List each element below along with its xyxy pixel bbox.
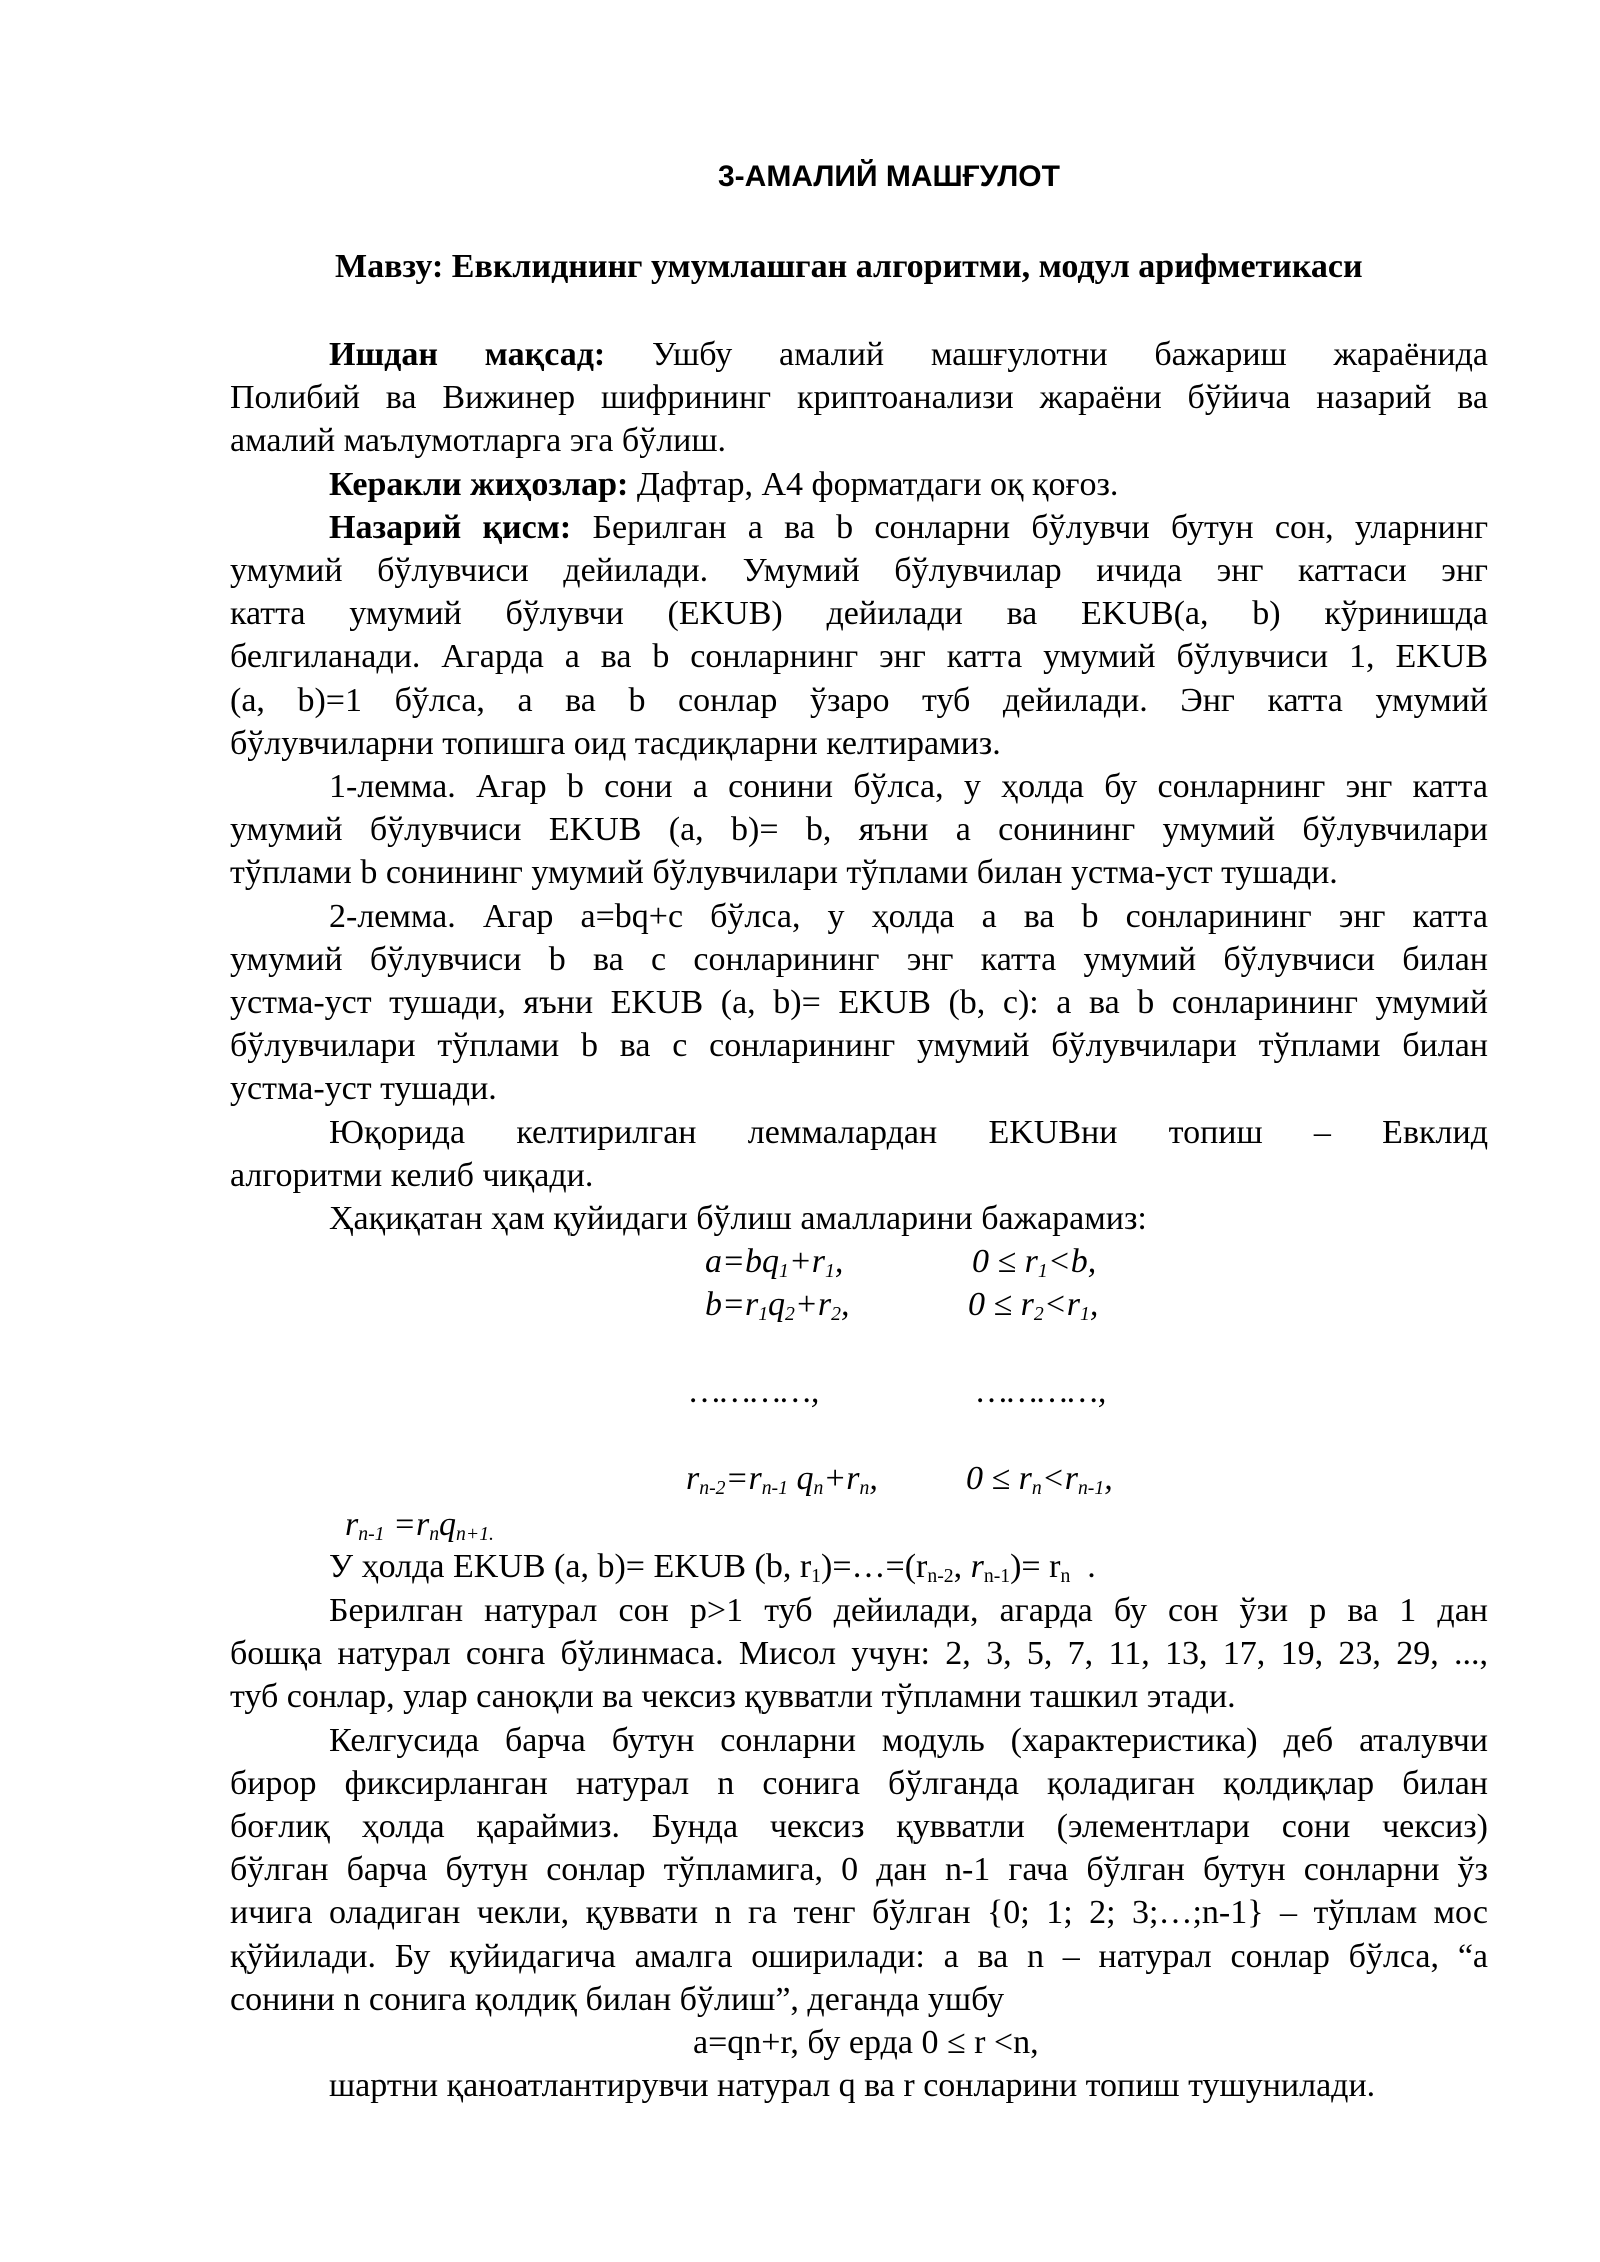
lemma1-line-3: тўплами b сонининг умумий бўлувчилари тўплами билан устма-уст тушади. bbox=[230, 854, 1338, 891]
euclid-line-1: Юқорида келтирилган леммалардан EKUBни топиш – Евклид bbox=[329, 1114, 1488, 1151]
theory-line-5: (a, b)=1 бўлса, a ва b сонлар ўзаро туб дейилади. Энг катта умумий bbox=[230, 682, 1488, 719]
theory-line-3: катта умумий бўлувчи (EKUB) дейилади ва EKUB(a, b) кўринишда bbox=[230, 595, 1488, 632]
lemma2-line-1: 2-лемма. Агар a=bq+c бўлса, у ҳолда a ва b сонларининг энг катта bbox=[329, 898, 1488, 935]
dots-right: …………, bbox=[977, 1373, 1107, 1410]
purpose-line-2: Полибий ва Вижинер шифрининг криптоанализи жараёни бўйича назарий ва bbox=[230, 379, 1488, 416]
euclid-conclusion: У ҳолда EKUB (a, b)= EKUB (b, $r_1)=\dots=(r_{n-2}$, $r_{n-1})= r_n$ . bbox=[329, 1548, 1096, 1587]
lemma1-line-1: 1-лемма. Агар b сони a сонини бўлса, у ҳолда бу сонларнинг энг катта bbox=[329, 768, 1488, 805]
theory-line-6: бўлувчиларни топишга оид тасдиқларни келтирамиз. bbox=[230, 725, 1001, 762]
theory-label: Назарий қисм: bbox=[329, 509, 572, 546]
modulus-line-2: бирор фиксирланган натурал n сонига бўлганда қоладиган қолдиқлар билан bbox=[230, 1765, 1488, 1802]
division-step-1: $a=bq_1+r_1$, bbox=[705, 1243, 844, 1282]
lemma2-line-4: бўлувчилари тўплами b ва c сонларининг умумий бўлувчилари тўплами билан bbox=[230, 1027, 1488, 1064]
lemma2-line-5: устма-уст тушади. bbox=[230, 1070, 497, 1107]
modulus-line-5: ичига оладиган чекли, қуввати n га тенг бўлган {0; 1; 2; 3;…;n-1} – тўплам мос bbox=[230, 1894, 1488, 1931]
euclid-line-3: Ҳақиқатан ҳам қуйидаги бўлиш амалларини бажарамиз: bbox=[329, 1200, 1147, 1237]
division-step-2: $b=r_1q_2+r_2$, bbox=[705, 1286, 850, 1325]
modulus-line-8: шартни қаноатлантирувчи натурал q ва r сонларини топиш тушунилади. bbox=[329, 2067, 1376, 2104]
modulus-line-3: боғлиқ ҳолда қараймиз. Бунда чексиз қувватли (элементлари сони чексиз) bbox=[230, 1808, 1488, 1845]
lemma1-line-2: умумий бўлувчиси EKUB (a, b)= b, яъни a сонининг умумий бўлувчилари bbox=[230, 811, 1488, 848]
prime-line-1: Берилган натурал сон p>1 туб дейилади, агарда бу сон ўзи p ва 1 дан bbox=[329, 1592, 1488, 1629]
prime-line-3: туб сонлар, улар саноқли ва чексиз қувватли тўпламни ташкил этади. bbox=[230, 1678, 1236, 1715]
theory-line-2: умумий бўлувчиси дейилади. Умумий бўлувчилар ичида энг каттаси энг bbox=[230, 552, 1488, 589]
dots-left: …………, bbox=[690, 1373, 820, 1410]
remainder-bound-n: $0 \le r_n<r_{n-1}$, bbox=[966, 1460, 1113, 1499]
euclid-line-2: алгоритми келиб чиқади. bbox=[230, 1157, 594, 1194]
prime-line-2: бошқа натурал сонга бўлинмаса. Мисол учун: 2, 3, 5, 7, 11, 13, 17, 19, 23, 29, ..., bbox=[230, 1635, 1488, 1672]
remainder-bound-1: $0 \le r_1<b$, bbox=[972, 1243, 1097, 1282]
page-title: 3-АМАЛИЙ МАШҒУЛОТ bbox=[718, 160, 1060, 193]
modulus-line-1: Келгусида барча бутун сонларни модуль (характеристика) деб аталувчи bbox=[329, 1722, 1488, 1759]
lemma2-line-2: умумий бўлувчиси b ва c сонларининг энг катта умумий бўлувчиси билан bbox=[230, 941, 1488, 978]
topic-heading: Мавзу: Евклиднинг умумлашган алгоритми, модул арифметикаси bbox=[335, 248, 1363, 285]
theory-line-1: Назарий қисм: Берилган a ва b сонларни бўлувчи бутун сон, уларнинг bbox=[329, 509, 1489, 546]
theory-line-4: белгиланади. Агарда a ва b сонларнинг энг катта умумий бўлувчиси 1, EKUB bbox=[230, 638, 1488, 675]
remainder-bound-2: $0 \le r_2<r_1$, bbox=[968, 1286, 1099, 1325]
lemma2-line-3: устма-уст тушади, яъни EKUB (a, b)= EKUB (b, c): a ва b сонларининг умумий bbox=[230, 984, 1488, 1021]
equipment-line: Керакли жиҳозлар: Дафтар, А4 форматдаги оқ қоғоз. bbox=[329, 466, 1119, 503]
purpose-label: Ишдан мақсад: bbox=[329, 336, 606, 373]
equipment-label: Керакли жиҳозлар: bbox=[329, 466, 629, 503]
modulus-line-7: сонини n сонига қолдиқ билан бўлиш”, деганда ушбу bbox=[230, 1981, 1005, 2018]
modulus-line-6: қўйилади. Бу қуйидагича амалга оширилади: a ва n – натурал сонлар бўлса, “a bbox=[230, 1938, 1488, 1975]
modulus-line-4: бўлган барча бутун сонлар тўпламига, 0 дан n-1 гача бўлган бутун сонларни ўз bbox=[230, 1851, 1488, 1888]
division-step-last: $r_{n-1} =r_nq_{n+1.}$ bbox=[345, 1506, 494, 1545]
purpose-line-1: Ишдан мақсад: Ушбу амалий машғулотни бажариш жараёнида bbox=[329, 336, 1489, 373]
purpose-line-3: амалий маълумотларга эга бўлиш. bbox=[230, 422, 727, 459]
division-step-n: $r_{n-2}=r_{n-1}$ $q_n+r_n$, bbox=[686, 1460, 878, 1499]
modulus-formula: a=qn+r, бу ерда 0 ≤ r <n, bbox=[693, 2024, 1039, 2061]
